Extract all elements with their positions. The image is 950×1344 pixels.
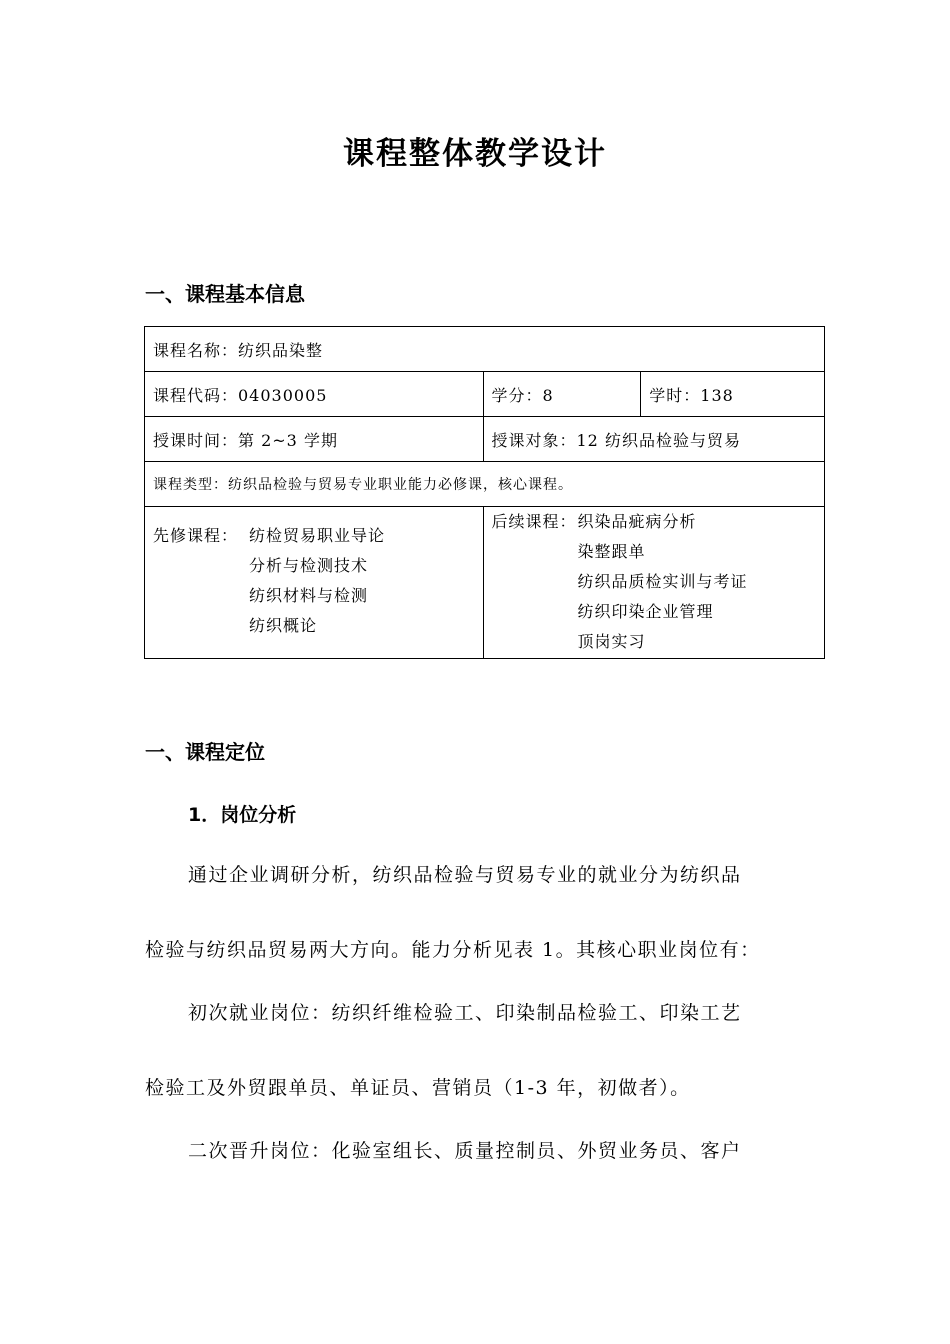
table-row bbox=[145, 507, 825, 659]
course-type-cell: 课程类型：纺织品检验与贸易专业职业能力必修课，核心课程。 bbox=[145, 462, 825, 507]
follow-label: 后续课程： bbox=[491, 512, 577, 531]
course-name-cell: 课程名称：纺织品染整 bbox=[145, 327, 825, 372]
list-item: 纺织品质检实训与考证 bbox=[577, 572, 748, 591]
section-heading-course-positioning: 一、课程定位 bbox=[145, 740, 265, 764]
term-cell: 授课时间：第 2~3 学期 bbox=[145, 417, 484, 462]
paragraph-line: 通过企业调研分析，纺织品检验与贸易专业的就业分为纺织品 bbox=[188, 864, 742, 886]
list-item: 顶岗实习 bbox=[577, 632, 646, 651]
paragraph-line: 初次就业岗位：纺织纤维检验工、印染制品检验工、印染工艺 bbox=[188, 1002, 742, 1024]
subheading-job-analysis: 1．岗位分析 bbox=[188, 804, 297, 826]
prereq-list bbox=[249, 521, 385, 641]
course-code-cell: 课程代码：04030005 bbox=[145, 372, 484, 417]
table-row bbox=[145, 417, 825, 462]
prereq-label: 先修课程： bbox=[153, 526, 239, 545]
list-item: 纺织印染企业管理 bbox=[577, 602, 714, 621]
list-item: 织染品疵病分析 bbox=[577, 512, 697, 531]
target-cell: 授课对象：12 纺织品检验与贸易 bbox=[483, 417, 825, 462]
paragraph-line: 检验与纺织品贸易两大方向。能力分析见表 1。其核心职业岗位有： bbox=[145, 939, 761, 961]
course-info-table bbox=[144, 326, 825, 659]
list-item: 染整跟单 bbox=[577, 542, 646, 561]
list-item: 纺织材料与检测 bbox=[249, 586, 369, 605]
table-row bbox=[145, 327, 825, 372]
follow-cell bbox=[483, 507, 825, 659]
page-title: 课程整体教学设计 bbox=[343, 136, 607, 172]
list-item: 纺织概论 bbox=[249, 616, 318, 635]
table-row bbox=[145, 372, 825, 417]
prereq-cell bbox=[145, 507, 484, 659]
section-heading-basic-info: 一、课程基本信息 bbox=[145, 282, 305, 306]
hours-cell: 学时：138 bbox=[641, 372, 825, 417]
list-item: 分析与检测技术 bbox=[249, 556, 369, 575]
follow-list bbox=[578, 507, 748, 657]
credits-cell: 学分：8 bbox=[483, 372, 641, 417]
list-item: 纺检贸易职业导论 bbox=[249, 526, 386, 545]
paragraph-line: 检验工及外贸跟单员、单证员、营销员（1-3 年，初做者）。 bbox=[145, 1077, 691, 1099]
paragraph-line: 二次晋升岗位：化验室组长、质量控制员、外贸业务员、客户 bbox=[188, 1140, 742, 1162]
table-row bbox=[145, 462, 825, 507]
